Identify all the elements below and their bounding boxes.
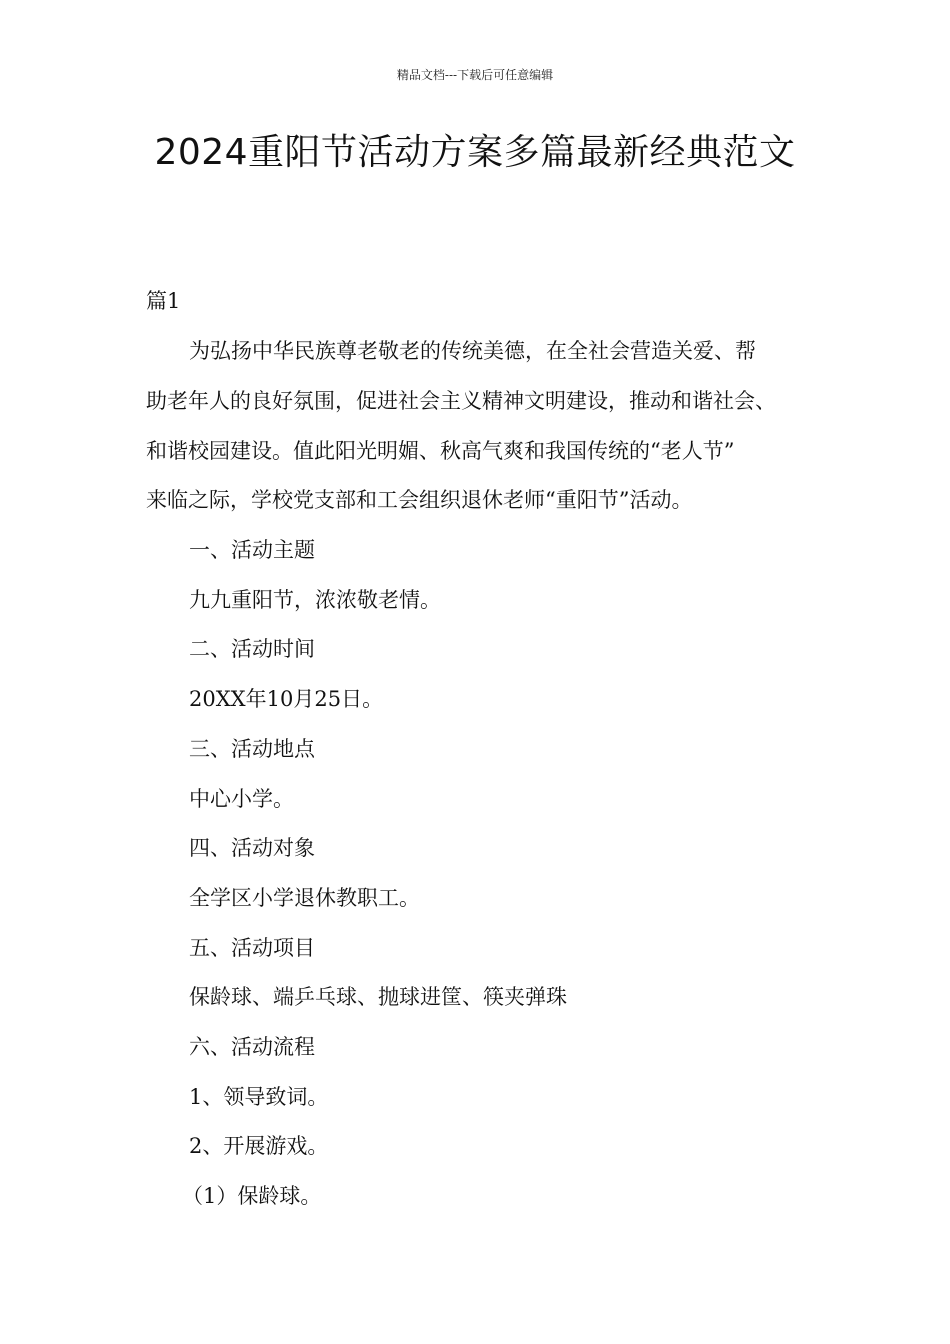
heading-time: 二、活动时间 [189,637,315,661]
heading-theme: 一、活动主题 [189,538,315,562]
section-label: 篇1 [146,289,181,313]
projects-text: 保龄球、端乒乓球、抛球进筐、筷夹弹珠 [189,985,567,1009]
process-step-2: 2、开展游戏。 [189,1134,329,1158]
intro-line-2: 助老年人的良好氛围，促进社会主义精神文明建设，推动和谐社会、 [146,389,776,413]
audience-text: 全学区小学退休教职工。 [189,886,420,910]
document-title: 2024重阳节活动方案多篇最新经典范文 [154,132,796,173]
theme-text: 九九重阳节，浓浓敬老情。 [189,588,441,612]
process-substep-1: （1）保龄球。 [182,1184,322,1208]
time-text: 20XX年10月25日。 [189,687,384,711]
heading-projects: 五、活动项目 [189,936,315,960]
header-note: 精品文档---下载后可任意编辑 [396,68,554,82]
intro-line-3: 和谐校园建设。值此阳光明媚、秋高气爽和我国传统的“老人节” [146,439,735,463]
heading-audience: 四、活动对象 [189,836,315,860]
location-text: 中心小学。 [189,787,294,811]
process-step-1: 1、领导致词。 [189,1085,329,1109]
intro-line-4: 来临之际，学校党支部和工会组织退休老师“重阳节”活动。 [146,488,693,512]
intro-line-1: 为弘扬中华民族尊老敬老的传统美德，在全社会营造关爱、帮 [189,339,756,363]
heading-location: 三、活动地点 [189,737,315,761]
heading-process: 六、活动流程 [189,1035,315,1059]
